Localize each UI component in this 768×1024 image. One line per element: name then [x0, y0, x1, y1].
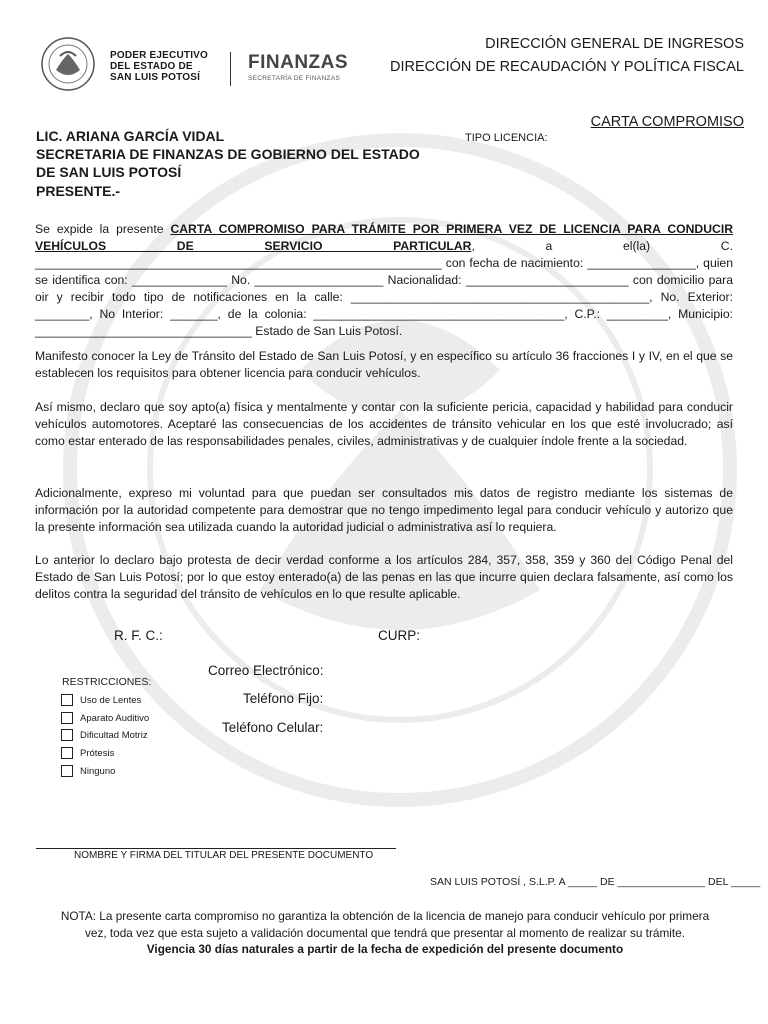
checkbox[interactable] — [61, 712, 73, 724]
paragraph-1: Se expide la presente CARTA COMPROMISO PARA TRÁMITE POR PRIMERA VEZ DE LICENCIA PARA CONDUCIR VEHÍCULOS DE SERVICIO PARTICULAR, a el(la) C. ____________________________________________________________ con fecha de nacimiento: ________________, quien se identifica con: ______________ No. ___________________ Nacionalidad: ________________________ con domicilio para oir y recibir todo tipo de notificaciones en la calle: ____________________________________________, No. Exterior: ________, No Interior: _______, de la colonia: _____________________________________, C.P.: _________, Municipio: ________________________________ Estado de San Luis Potosí. — [35, 222, 734, 338]
restricciones-title: RESTRICCIONES: — [62, 676, 152, 688]
restriccion-dificultad-motriz[interactable]: Dificultad Motriz — [61, 729, 148, 741]
restriccion-ninguno[interactable]: Ninguno — [61, 765, 115, 777]
finanzas-logo-text: FINANZAS — [248, 52, 349, 73]
secretaria-text: SECRETARÍA DE FINANZAS — [248, 75, 341, 82]
paragraph-4: Adicionalmente, expreso mi voluntad para que puedan ser consultados mis datos de registro mediante los sistemas de información por la autoridad competente para demostrar que no tengo impedimento legal para conducir vehículo y autorizo que la presente información sea utilizada cuando la autoridad judicial o administrativa así lo requiera. — [35, 486, 733, 534]
restriccion-protesis[interactable]: Prótesis — [61, 747, 114, 759]
watermark-seal — [60, 110, 740, 830]
direccion-recaudacion: DIRECCIÓN DE RECAUDACIÓN Y POLÍTICA FISCAL — [390, 59, 744, 75]
restriccion-aparato-auditivo[interactable]: Aparato Auditivo — [61, 712, 149, 724]
header-logo — [38, 36, 358, 92]
checkbox[interactable] — [61, 765, 73, 777]
tramite-title: CARTA COMPROMISO PARA TRÁMITE POR PRIMERA VEZ DE LICENCIA PARA CONDUCIR VEHÍCULOS DE SERVICIO PARTICULAR — [35, 222, 734, 253]
vigencia-text: Vigencia 30 días naturales a partir de la fecha de expedición del presente documento — [146, 942, 624, 956]
mexico-seal-icon — [38, 36, 100, 92]
checkbox[interactable] — [61, 747, 73, 759]
paragraph-5: Lo anterior lo declaro bajo protesta de decir verdad conforme a los artículos 284, 357, 358, 359 y 360 del Código Penal del Estado de San Luis Potosí; por lo que estoy enterado(a) de las penas en las que incurre quien declara falsamente, así como los delitos contra la seguridad del tránsito de vehículos en lo que resulte aplicable. — [35, 553, 733, 601]
nota-text: NOTA: La presente carta compromiso no garantiza la obtención de la licencia de manejo para conducir vehículo por primera vez, toda vez que esta sujeto a validación documental que tendrá que presentar al momento de realizar su trámite. — [60, 909, 710, 940]
direccion-ingresos: DIRECCIÓN GENERAL DE INGRESOS — [485, 36, 744, 52]
lugar-fecha: SAN LUIS POTOSÍ , S.L.P. A _____ DE _______________ DEL _____ — [430, 876, 761, 888]
paragraph-2: Manifesto conocer la Ley de Tránsito del Estado de San Luis Potosí, y en específico su artículo 36 fracciones I y IV, en el que se establecen los requisitos para obtener licencia para conducir vehículos. — [35, 349, 733, 380]
carta-compromiso-title: CARTA COMPROMISO — [590, 114, 744, 130]
poder-ejecutivo-text: PODER EJECUTIVO DEL ESTADO DE SAN LUIS POTOSÍ — [110, 50, 209, 83]
addressee: LIC. ARIANA GARCÍA VIDAL SECRETARIA DE FINANZAS DE GOBIERNO DEL ESTADO DE SAN LUIS POTOSÍ PRESENTE.- — [36, 128, 420, 199]
curp-label: CURP: — [378, 628, 421, 643]
tipo-licencia-label: TIPO LICENCIA: — [465, 132, 548, 144]
restriccion-uso-lentes[interactable]: Uso de Lentes — [61, 694, 141, 706]
checkbox[interactable] — [61, 729, 73, 741]
telefono-celular-label: Teléfono Celular: — [222, 720, 324, 735]
correo-label: Correo Electrónico: — [208, 663, 324, 678]
telefono-fijo-label: Teléfono Fijo: — [243, 691, 324, 706]
signature-line — [36, 848, 396, 849]
signature-label: NOMBRE Y FIRMA DEL TITULAR DEL PRESENTE DOCUMENTO — [74, 850, 374, 861]
logo-divider — [230, 52, 231, 86]
paragraph-3: Así mismo, declaro que soy apto(a) física y mentalmente y contar con la suficiente pericia, capacidad y habilidad para conducir vehículos automotores. Aceptaré las consecuencias de los accidentes de tránsito vehicular en los que esté involucrado; así como estar enterado de las responsabilidades penales, civiles, administrativas y de cualquier índole frente a la sociedad. — [35, 400, 733, 448]
rfc-label: R. F. C.: — [114, 628, 163, 643]
checkbox[interactable] — [61, 694, 73, 706]
